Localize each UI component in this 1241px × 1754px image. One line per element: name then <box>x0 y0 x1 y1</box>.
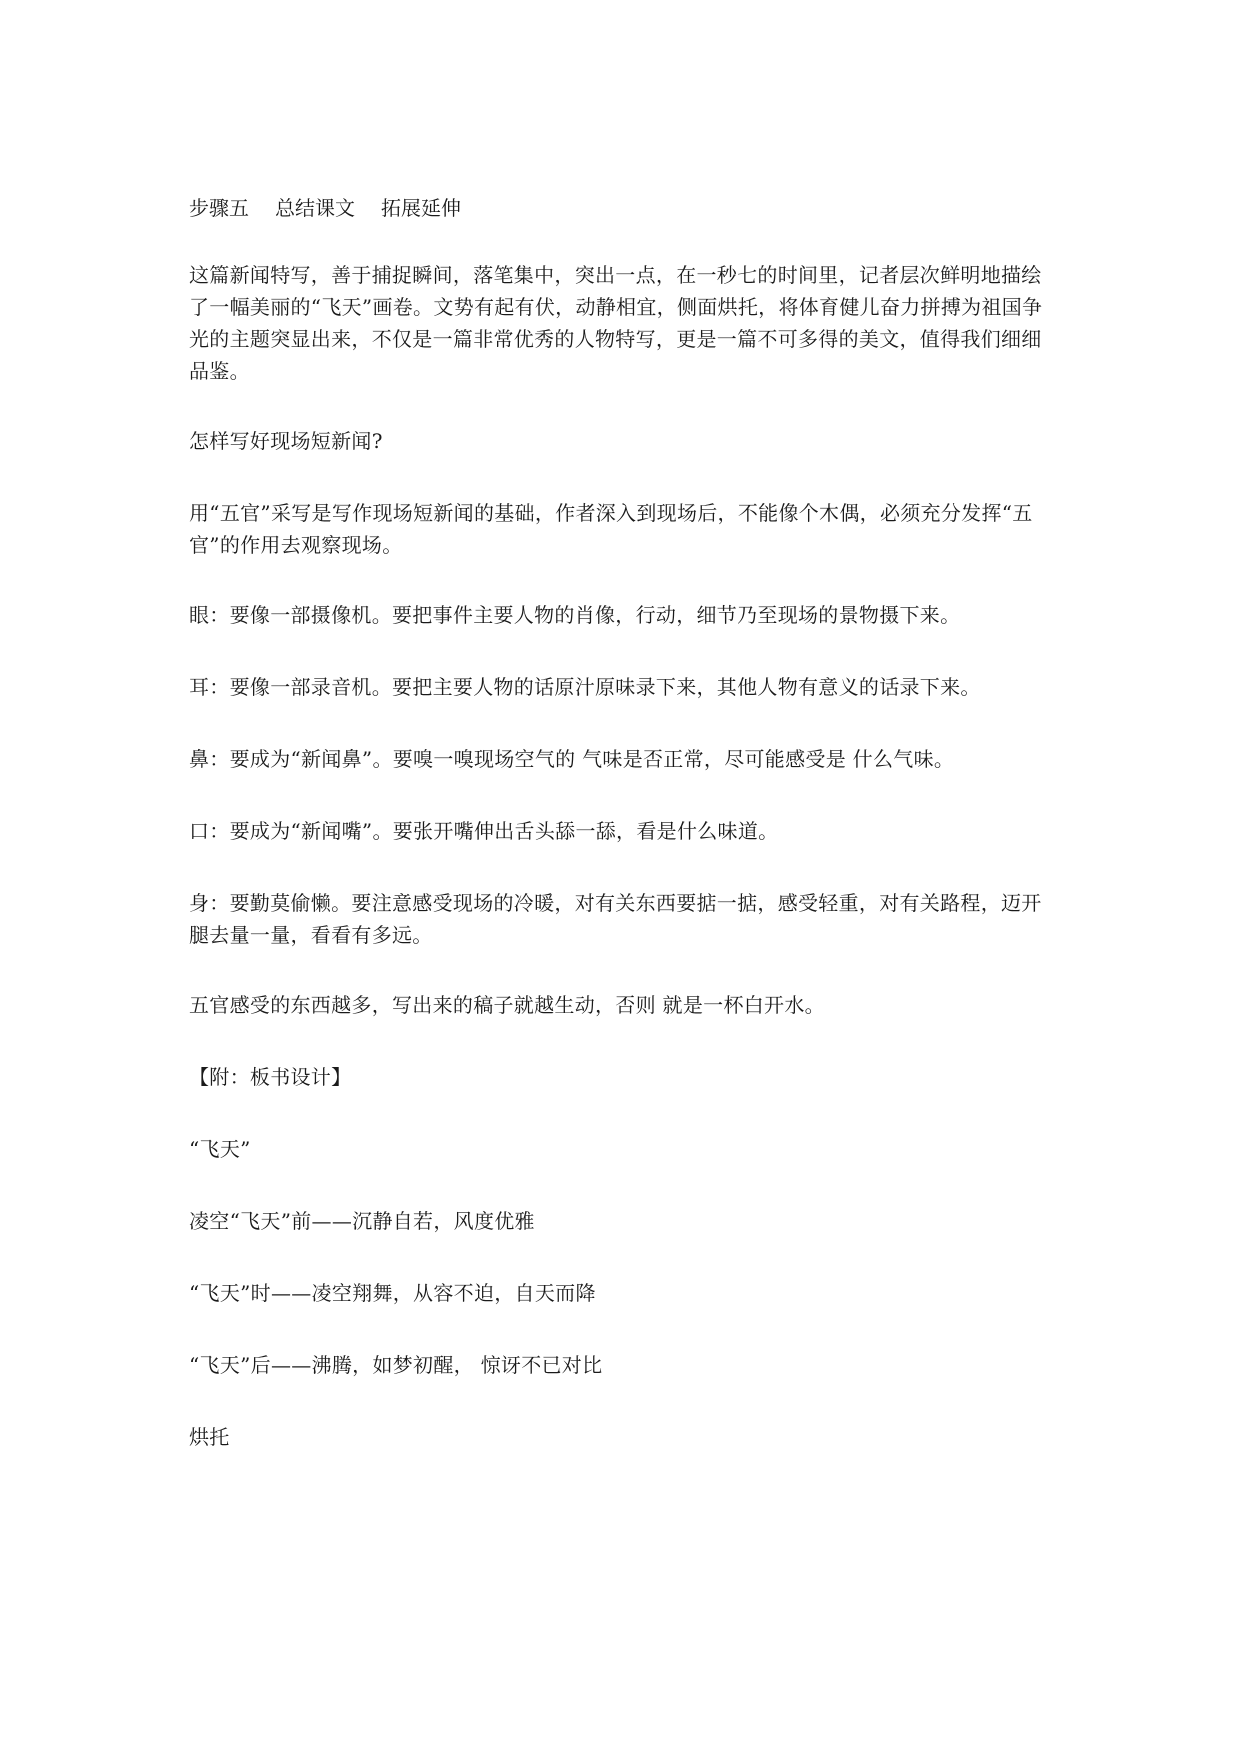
section-heading <box>189 196 1059 220</box>
heading-summary: 总结课文 <box>275 196 355 220</box>
paragraph-body: 身：要勤莫偷懒。要注意感受现场的冷暖，对有关东西要掂一掂，感受轻重，对有关路程，迈开腿去量一量，看看有多远。 <box>189 891 1042 947</box>
paragraph-question: 怎样写好现场短新闻? <box>189 429 383 453</box>
paragraph-eye: 眼：要像一部摄像机。要把事件主要人物的肖像，行动，细节乃至现场的景物摄下来。 <box>189 603 961 627</box>
paragraph-ear: 耳：要像一部录音机。要把主要人物的话原汁原味录下来，其他人物有意义的话录下来。 <box>189 675 981 699</box>
board-line-title: “飞天” <box>189 1137 251 1161</box>
paragraph-nose: 鼻：要成为“新闻鼻”。要嗅一嗅现场空气的 气味是否正常，尽可能感受是 什么气味。 <box>189 747 955 771</box>
board-design-title: 【附：板书设计】 <box>189 1065 352 1089</box>
heading-step: 步骤五 <box>189 196 249 220</box>
paragraph-mouth: 口：要成为“新闻嘴”。要张开嘴伸出舌头舔一舔，看是什么味道。 <box>189 819 779 843</box>
paragraph-conclusion: 五官感受的东西越多，写出来的稿子就越生动，否则 就是一杯白开水。 <box>189 993 825 1017</box>
document-body <box>189 196 1059 1493</box>
paragraph-summary: 这篇新闻特写，善于捕捉瞬间，落笔集中，突出一点，在一秒七的时间里，记者层次鲜明地描绘了一幅美丽的“飞天”画卷。文势有起有伏，动静相宜，侧面烘托，将体育健儿奋力拼搏为祖国争光的主题突显出来，不仅是一篇非常优秀的人物特写，更是一篇不可多得的美文，值得我们细细品鉴。 <box>189 263 1043 383</box>
heading-extension: 拓展延伸 <box>381 196 461 220</box>
board-line-contrast: 烘托 <box>189 1425 230 1449</box>
paragraph-five-senses: 用“五官”采写是写作现场短新闻的基础，作者深入到现场后，不能像个木偶，必须充分发挥“五官”的作用去观察现场。 <box>189 501 1033 557</box>
board-line-before: 凌空“飞天”前——沉静自若，风度优雅 <box>189 1209 535 1233</box>
board-line-during: “飞天”时——凌空翔舞，从容不迫，自天而降 <box>189 1281 596 1305</box>
board-line-after: “飞天”后——沸腾，如梦初醒， 惊讶不已对比 <box>189 1353 603 1377</box>
